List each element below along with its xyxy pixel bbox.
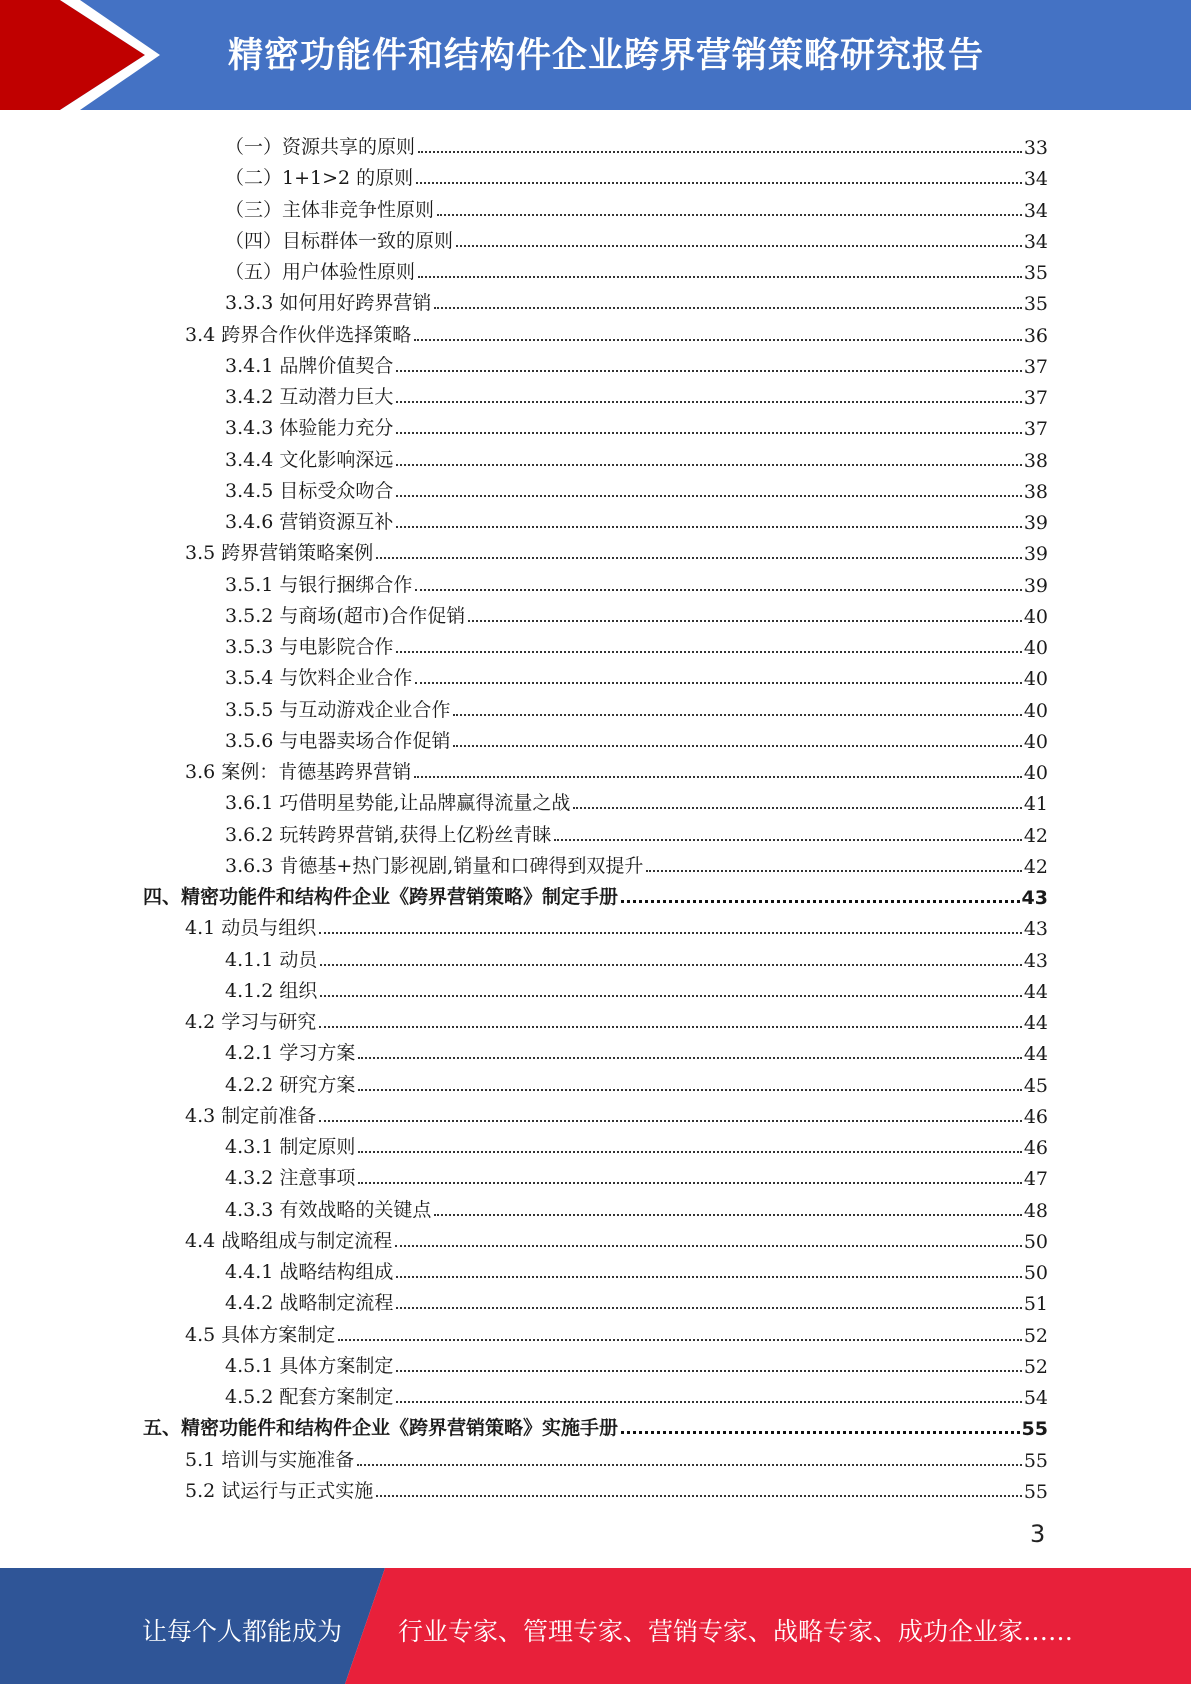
page-header — [0, 0, 1191, 110]
toc-entry-label: （五）用户体验性原则 — [225, 261, 416, 283]
toc-entry-page: 39 — [1023, 543, 1048, 566]
toc-leader-dots — [414, 339, 1022, 341]
toc-entry[interactable] — [225, 1066, 1048, 1097]
toc-leader-dots — [358, 1182, 1021, 1184]
toc-leader-dots — [396, 495, 1021, 497]
toc-entry[interactable] — [185, 1316, 1048, 1347]
toc-entry-label: 4.4 战略组成与制定流程 — [185, 1229, 393, 1252]
toc-leader-dots — [437, 214, 1022, 216]
footer-slogan-left: 让每个人都能成为 — [142, 1617, 343, 1646]
toc-entry[interactable] — [225, 941, 1048, 972]
toc-leader-dots — [414, 776, 1022, 778]
toc-entry-page: 43 — [1021, 887, 1048, 909]
toc-entry[interactable] — [225, 816, 1048, 847]
toc-entry-label: 4.5.2 配套方案制定 — [225, 1386, 394, 1408]
toc-entry-label: 3.5.4 与饮料企业合作 — [225, 667, 413, 690]
toc-entry-label: 3.5.5 与互动游戏企业合作 — [225, 698, 451, 721]
toc-leader-dots — [396, 464, 1021, 466]
toc-entry-page: 40 — [1023, 699, 1048, 722]
header-title: 精密功能件和结构件企业跨界营销策略研究报告 — [228, 36, 985, 76]
toc-leader-dots — [396, 432, 1021, 434]
toc-entry-page: 55 — [1021, 1418, 1048, 1441]
toc-entry[interactable] — [225, 222, 1048, 253]
footer-slogan-right: 行业专家、管理专家、营销专家、战略专家、成功企业家…… — [398, 1617, 1074, 1646]
toc-entry-label: 4.3.2 注意事项 — [225, 1167, 356, 1190]
toc-entry[interactable] — [225, 441, 1048, 472]
toc-entry-label: 3.4.2 互动潜力巨大 — [225, 386, 394, 408]
toc-entry-label: 五、精密功能件和结构件企业《跨界营销策略》实施手册 — [143, 1417, 619, 1440]
toc-entry-page: 38 — [1023, 449, 1048, 472]
toc-entry-label: 4.4.1 战略结构组成 — [225, 1261, 394, 1283]
toc-entry-page: 35 — [1023, 262, 1048, 284]
toc-entry-page: 40 — [1023, 668, 1048, 691]
toc-entry[interactable] — [185, 1222, 1048, 1253]
toc-entry[interactable] — [225, 972, 1048, 1003]
toc-leader-dots — [453, 745, 1021, 747]
toc-entry-page: 42 — [1023, 855, 1048, 878]
toc-leader-dots — [358, 1057, 1021, 1059]
toc-entry[interactable] — [225, 566, 1048, 597]
toc-entry[interactable] — [225, 722, 1048, 753]
toc-entry-label: 4.3 制定前准备 — [185, 1104, 317, 1127]
toc-leader-dots — [453, 714, 1021, 716]
toc-entry-label: 4.5 具体方案制定 — [185, 1323, 336, 1346]
toc-entry-label: 3.4.5 目标受众吻合 — [225, 479, 394, 502]
toc-entry[interactable] — [185, 1441, 1048, 1472]
toc-entry-label: 5.1 培训与实施准备 — [185, 1448, 355, 1471]
toc-entry-page: 43 — [1023, 918, 1048, 941]
toc-entry-page: 33 — [1023, 137, 1048, 159]
toc-entry-page: 41 — [1023, 793, 1048, 816]
toc-entry-page: 39 — [1023, 512, 1048, 534]
toc-entry[interactable] — [185, 1097, 1048, 1128]
toc-leader-dots — [396, 370, 1021, 372]
toc-entry[interactable] — [225, 378, 1048, 409]
toc-leader-dots — [358, 1089, 1021, 1091]
toc-entry[interactable] — [225, 253, 1048, 284]
toc-entry-page: 40 — [1023, 637, 1048, 659]
toc-entry[interactable] — [225, 1034, 1048, 1065]
toc-entry-page: 40 — [1023, 605, 1048, 628]
toc-entry-label: 4.5.1 具体方案制定 — [225, 1354, 394, 1377]
toc-entry-page: 37 — [1023, 387, 1048, 409]
toc-leader-dots — [415, 682, 1021, 684]
toc-entry-label: 3.3.3 如何用好跨界营销 — [225, 292, 432, 315]
toc-entry-page: 44 — [1023, 980, 1048, 1003]
toc-entry-label: 3.5 跨界营销策略案例 — [185, 542, 374, 565]
toc-entry-label: 4.1.1 动员 — [225, 948, 318, 971]
toc-entry-page: 34 — [1023, 230, 1048, 253]
toc-leader-dots — [621, 1431, 1020, 1434]
toc-entry-label: 3.4.3 体验能力充分 — [225, 417, 394, 440]
toc-entry-label: 3.5.1 与银行捆绑合作 — [225, 573, 413, 596]
toc-leader-dots — [396, 1401, 1021, 1403]
toc-entry[interactable] — [143, 1409, 1048, 1440]
toc-leader-dots — [319, 932, 1022, 934]
toc-entry-page: 46 — [1023, 1105, 1048, 1128]
toc-entry[interactable] — [225, 628, 1048, 659]
toc-leader-dots — [456, 245, 1022, 247]
toc-entry-label: 3.6.2 玩转跨界营销,获得上亿粉丝青睐 — [225, 823, 552, 846]
toc-entry-label: 5.2 试运行与正式实施 — [185, 1479, 374, 1502]
toc-entry-label: 3.4.4 文化影响深远 — [225, 448, 394, 471]
toc-leader-dots — [396, 651, 1021, 653]
toc-leader-dots — [320, 995, 1021, 997]
toc-entry-label: 3.6 案例：肯德基跨界营销 — [185, 761, 412, 783]
toc-entry-page: 52 — [1023, 1324, 1048, 1347]
toc-entry-page: 55 — [1023, 1449, 1048, 1472]
toc-entry[interactable] — [225, 191, 1048, 222]
toc-leader-dots — [396, 401, 1021, 403]
toc-entry-page: 50 — [1023, 1262, 1048, 1284]
toc-entry[interactable] — [185, 534, 1048, 565]
toc-leader-dots — [418, 151, 1022, 153]
toc-entry[interactable] — [225, 1378, 1048, 1409]
toc-entry-page: 50 — [1023, 1230, 1048, 1253]
toc-leader-dots — [319, 1120, 1022, 1122]
toc-entry[interactable] — [143, 878, 1048, 909]
toc-entry-label: 4.3.3 有效战略的关键点 — [225, 1198, 432, 1221]
toc-leader-dots — [416, 182, 1022, 184]
page-footer — [0, 1568, 1191, 1684]
page-number: 3 — [1030, 1520, 1046, 1548]
toc-entry-label: 3.4 跨界合作伙伴选择策略 — [185, 323, 412, 346]
toc-leader-dots — [395, 1245, 1022, 1247]
toc-entry-page: 34 — [1023, 199, 1048, 222]
toc-leader-dots — [338, 1339, 1022, 1341]
toc-entry[interactable] — [225, 659, 1048, 690]
toc-leader-dots — [434, 1214, 1021, 1216]
toc-leader-dots — [573, 807, 1021, 809]
toc-entry-label: （三）主体非竞争性原则 — [225, 198, 435, 221]
toc-entry-label: 4.2.1 学习方案 — [225, 1042, 356, 1065]
toc-entry-label: 3.4.6 营销资源互补 — [225, 511, 394, 533]
toc-entry-label: 3.4.1 品牌价值契合 — [225, 354, 394, 377]
toc-entry-page: 39 — [1023, 574, 1048, 597]
toc-entry[interactable] — [225, 1284, 1048, 1315]
toc-entry-label: 4.2 学习与研究 — [185, 1011, 317, 1033]
toc-entry-label: 4.3.1 制定原则 — [225, 1136, 356, 1158]
toc-entry-page: 40 — [1023, 730, 1048, 753]
toc-entry-page: 44 — [1023, 1012, 1048, 1034]
toc-leader-dots — [554, 839, 1021, 841]
toc-entry-page: 51 — [1023, 1293, 1048, 1316]
toc-leader-dots — [376, 557, 1022, 559]
toc-entry-label: 4.4.2 战略制定流程 — [225, 1292, 394, 1315]
toc-entry-label: 3.5.6 与电器卖场合作促销 — [225, 729, 451, 752]
toc-entry-label: （二）1+1>2 的原则 — [225, 167, 414, 190]
toc-entry-page: 37 — [1023, 355, 1048, 378]
toc-entry-page: 52 — [1023, 1355, 1048, 1378]
toc-entry[interactable] — [225, 691, 1048, 722]
toc-entry[interactable] — [225, 128, 1048, 159]
toc-entry-page: 36 — [1023, 324, 1048, 347]
toc-leader-dots — [468, 620, 1022, 622]
toc-leader-dots — [396, 526, 1021, 528]
toc-entry-label: （一）资源共享的原则 — [225, 136, 416, 158]
toc-entry-label: 4.2.2 研究方案 — [225, 1073, 356, 1096]
toc-entry[interactable] — [185, 909, 1048, 940]
toc-entry-page: 43 — [1023, 949, 1048, 972]
toc-leader-dots — [357, 1464, 1022, 1466]
toc-entry[interactable] — [225, 284, 1048, 315]
toc-entry-label: 3.6.3 肯德基+热门影视剧,销量和口碑得到双提升 — [225, 854, 644, 877]
red-chevron-shape — [0, 0, 145, 110]
toc-entry-page: 35 — [1023, 293, 1048, 316]
toc-leader-dots — [418, 276, 1022, 278]
toc-entry[interactable] — [225, 1347, 1048, 1378]
toc-entry[interactable] — [225, 159, 1048, 190]
toc-entry-page: 34 — [1023, 168, 1048, 191]
toc-entry[interactable] — [225, 1253, 1048, 1284]
toc-leader-dots — [320, 964, 1021, 966]
toc-entry-page: 46 — [1023, 1137, 1048, 1159]
toc-leader-dots — [434, 307, 1021, 309]
toc-entry[interactable] — [225, 1191, 1048, 1222]
toc-entry[interactable] — [225, 784, 1048, 815]
toc-entry-page: 47 — [1023, 1168, 1048, 1191]
toc-leader-dots — [415, 589, 1021, 591]
toc-leader-dots — [621, 900, 1020, 903]
toc-entry[interactable] — [185, 753, 1048, 784]
toc-leader-dots — [358, 1151, 1021, 1153]
toc-entry[interactable] — [225, 1159, 1048, 1190]
toc-entry[interactable] — [225, 409, 1048, 440]
toc-entry-page: 54 — [1023, 1387, 1048, 1409]
toc-leader-dots — [376, 1495, 1022, 1497]
toc-leader-dots — [319, 1026, 1022, 1028]
toc-entry-label: 3.5.3 与电影院合作 — [225, 636, 394, 658]
toc-entry[interactable] — [185, 316, 1048, 347]
toc-entry[interactable] — [225, 847, 1048, 878]
toc-entry[interactable] — [185, 1472, 1048, 1503]
toc-entry-page: 44 — [1023, 1043, 1048, 1066]
toc-leader-dots — [396, 1370, 1021, 1372]
toc-entry-page: 40 — [1023, 762, 1048, 784]
toc-entry-page: 45 — [1023, 1074, 1048, 1097]
toc-entry[interactable] — [225, 597, 1048, 628]
toc-leader-dots — [646, 870, 1021, 872]
toc-entry[interactable] — [225, 503, 1048, 534]
toc-entry-label: 3.6.1 巧借明星势能,让品牌赢得流量之战 — [225, 792, 571, 815]
toc-leader-dots — [396, 1276, 1021, 1278]
toc-entry[interactable] — [225, 347, 1048, 378]
toc-entry[interactable] — [225, 472, 1048, 503]
toc-entry-label: 4.1 动员与组织 — [185, 917, 317, 940]
toc-entry-page: 42 — [1023, 824, 1048, 847]
toc-entry-page: 38 — [1023, 480, 1048, 503]
toc-entry[interactable] — [185, 1003, 1048, 1034]
toc-entry-label: 3.5.2 与商场(超市)合作促销 — [225, 604, 466, 627]
toc-leader-dots — [396, 1307, 1021, 1309]
toc-entry-label: 4.1.2 组织 — [225, 979, 318, 1002]
toc-entry[interactable] — [225, 1128, 1048, 1159]
toc-entry-page: 37 — [1023, 418, 1048, 441]
toc-entry-label: （四）目标群体一致的原则 — [225, 229, 454, 252]
toc-entry-label: 四、精密功能件和结构件企业《跨界营销策略》制定手册 — [143, 886, 619, 908]
toc-entry-page: 55 — [1023, 1480, 1048, 1503]
toc-entry-page: 48 — [1023, 1199, 1048, 1222]
